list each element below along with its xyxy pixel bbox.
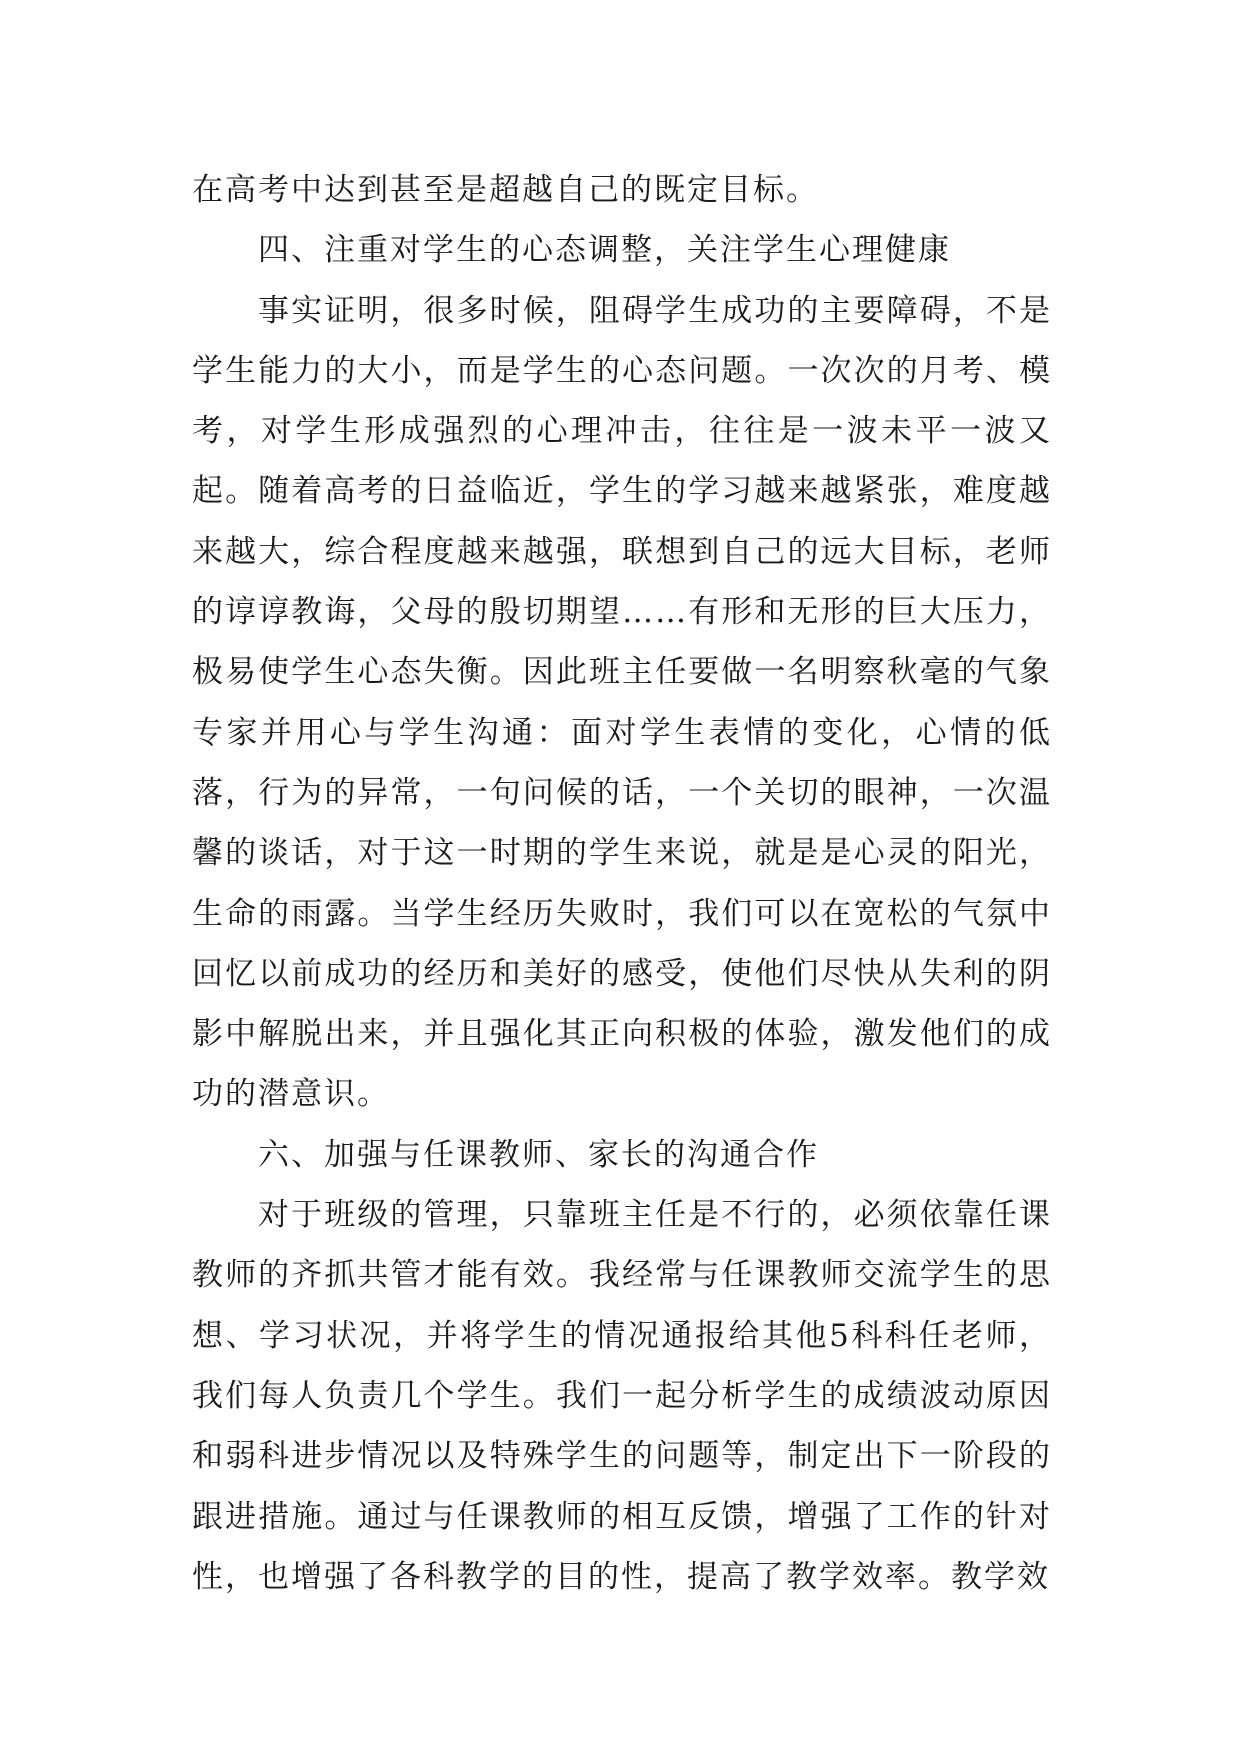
paragraph-teacher-cooperation: 对于班级的管理，只靠班主任是不行的，必须依靠任课教师的齐抓共管才能有效。我经常与任课教师交流学生的思想、学习状况，并将学生的情况通报给其他5科科任老师，我们每人负责几个学生。我们一起分析学生的成绩波动原因和弱科进步情况以及特殊学生的问题等，制定出下一阶段的跟进措施。通过与任课教师的相互反馈，增强了工作的针对性，也增强了各科教学的目的性，提高了教学效率。教学效 xyxy=(192,1197,1052,1595)
document-page xyxy=(192,160,1052,1607)
paragraph-mental-health: 事实证明，很多时候，阻碍学生成功的主要障碍，不是学生能力的大小，而是学生的心态问题。一次次的月考、模考，对学生形成强烈的心理冲击，往往是一波未平一波又起。随着高考的日益临近，学生的学习越来越紧张，难度越来越大，综合程度越来越强，联想到自己的远大目标，老师的谆谆教诲，父母的殷切期望……有形和无形的巨大压力，极易使学生心态失衡。因此班主任要做一名明察秋毫的气象专家并用心与学生沟通：面对学生表情的变化，心情的低落，行为的异常，一句问候的话，一个关切的眼神，一次温馨的谈话，对于这一时期的学生来说，就是是心灵的阳光，生命的雨露。当学生经历失败时，我们可以在宽松的气氛中回忆以前成功的经历和美好的感受，使他们尽快从失利的阴影中解脱出来，并且强化其正向积极的体验，激发他们的成功的潜意识。 xyxy=(192,292,1052,1113)
paragraph-continuation: 在高考中达到甚至是超越自己的既定目标。 xyxy=(192,172,819,208)
section-heading-6: 六、加强与任课教师、家长的沟通合作 xyxy=(258,1136,819,1173)
section-heading-4: 四、注重对学生的心态调整，关注学生心理健康 xyxy=(258,232,951,269)
